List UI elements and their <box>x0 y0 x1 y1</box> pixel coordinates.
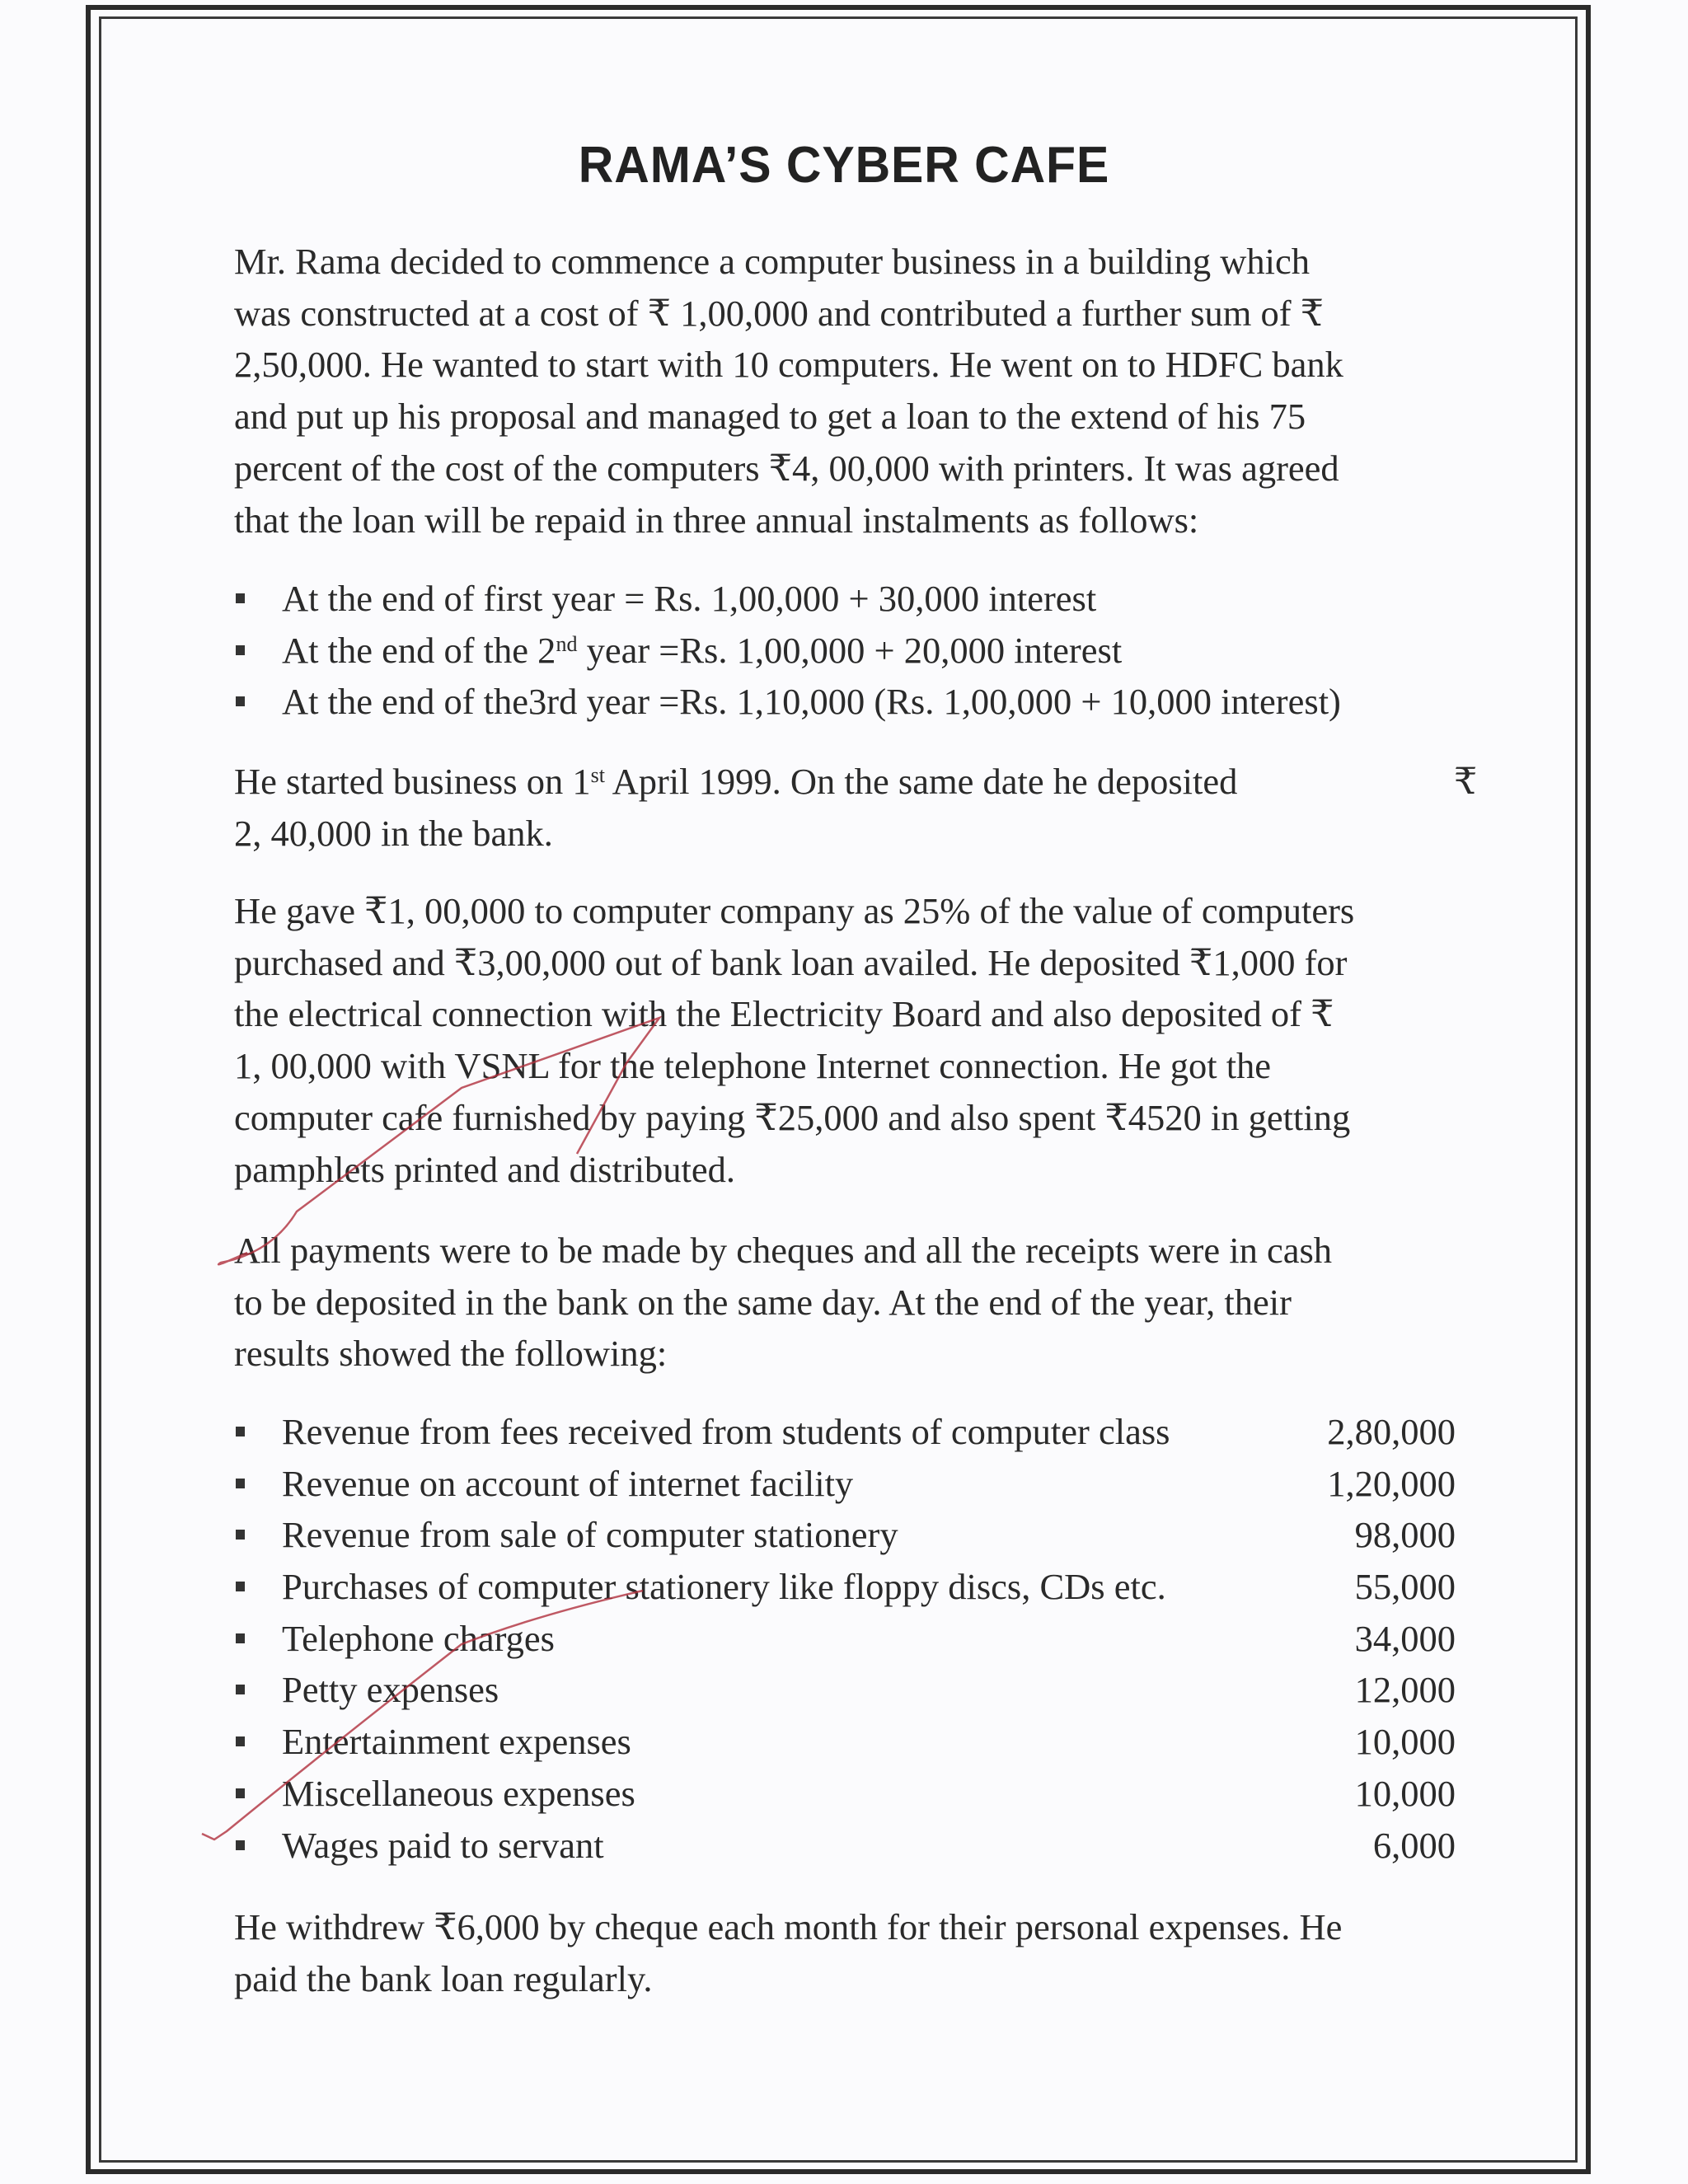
result-label: Revenue from sale of computer stationery <box>282 1514 898 1556</box>
text-line: 1, 00,000 with VSNL for the telephone Internet connection. He got the <box>234 1045 1272 1087</box>
text-line: He withdrew ₹6,000 by cheque each month for their personal expenses. He <box>234 1906 1343 1947</box>
bullet-icon <box>236 1530 245 1540</box>
result-label: Entertainment expenses <box>282 1721 631 1763</box>
result-label: Miscellaneous expenses <box>282 1772 635 1814</box>
bullet-icon <box>236 1840 245 1850</box>
bullet-icon <box>236 1633 245 1643</box>
results-intro-paragraph <box>234 1225 1487 1380</box>
ordinal-suffix: nd <box>556 631 578 656</box>
instalment-text: At the end of the 2 <box>282 629 556 671</box>
text-line: purchased and ₹3,00,000 out of bank loan availed. He deposited ₹1,000 for <box>234 941 1348 983</box>
result-label: Revenue from fees received from students of computer class <box>282 1411 1170 1452</box>
text-line: results showed the following: <box>234 1333 668 1375</box>
instalment-text: At the end of the3rd year =Rs. 1,10,000 (Rs. 1,00,000 + 10,000 interest) <box>282 681 1341 723</box>
result-label: Purchases of computer stationery like floppy discs, CDs etc. <box>282 1566 1166 1608</box>
result-label: Petty expenses <box>282 1669 499 1711</box>
text-line: was constructed at a cost of ₹ 1,00,000 and contributed a further sum of ₹ <box>234 292 1325 334</box>
bullet-icon <box>236 696 245 706</box>
text-line: the electrical connection with the Electricity Board and also deposited of ₹ <box>234 993 1334 1035</box>
result-label: Revenue on account of internet facility <box>282 1462 854 1504</box>
list-item <box>234 1406 1456 1458</box>
rupee-symbol: ₹ <box>1454 761 1478 802</box>
ordinal-suffix: st <box>590 763 605 787</box>
text-line: that the loan will be repaid in three annual instalments as follows: <box>234 499 1199 541</box>
list-item <box>234 625 1470 677</box>
list-item <box>234 1613 1456 1665</box>
text-line: All payments were to be made by cheques and all the receipts were in cash <box>234 1230 1333 1271</box>
text-line <box>234 756 1487 808</box>
text-span: He started business on 1 <box>234 761 591 802</box>
result-label: Wages paid to servant <box>282 1824 604 1866</box>
bullet-icon <box>236 1788 245 1798</box>
instalment-text: At the end of first year = Rs. 1,00,000 + 30,000 interest <box>282 578 1097 619</box>
list-item <box>234 676 1470 728</box>
result-amount: 6,000 <box>1372 1824 1456 1866</box>
result-amount: 12,000 <box>1354 1669 1456 1711</box>
bullet-icon <box>236 593 245 603</box>
text-line: to be deposited in the bank on the same day. At the end of the year, their <box>234 1281 1292 1323</box>
result-label: Telephone charges <box>282 1617 555 1659</box>
result-amount: 34,000 <box>1354 1617 1456 1659</box>
text-line: 2,50,000. He wanted to start with 10 computers. He went on to HDFC bank <box>234 344 1343 386</box>
text-line: 2, 40,000 in the bank. <box>234 812 553 854</box>
results-list <box>234 1406 1456 1871</box>
bullet-icon <box>236 1479 245 1488</box>
text-line: computer cafe furnished by paying ₹25,000 and also spent ₹4520 in getting <box>234 1096 1351 1138</box>
text-span: April 1999. On the same date he deposited <box>604 761 1238 802</box>
result-amount: 98,000 <box>1354 1514 1456 1556</box>
intro-paragraph <box>234 236 1487 546</box>
text-line: percent of the cost of the computers ₹4, 00,000 with printers. It was agreed <box>234 447 1339 489</box>
text-line: and put up his proposal and managed to get a loan to the extend of his 75 <box>234 396 1306 438</box>
list-item <box>234 1561 1456 1613</box>
list-item <box>234 1820 1456 1872</box>
bullet-icon <box>236 645 245 655</box>
list-item <box>234 573 1470 625</box>
list-item <box>234 1768 1456 1820</box>
text-line: pamphlets printed and distributed. <box>234 1148 736 1190</box>
document-title: RAMA’S CYBER CAFE <box>578 137 1110 194</box>
result-amount: 10,000 <box>1354 1772 1456 1814</box>
withdrawal-paragraph <box>234 1901 1487 2004</box>
list-item <box>234 1664 1456 1716</box>
list-item <box>234 1509 1456 1561</box>
result-amount: 2,80,000 <box>1327 1411 1456 1452</box>
payments-paragraph <box>234 885 1487 1195</box>
list-item <box>234 1458 1456 1510</box>
result-amount: 1,20,000 <box>1327 1462 1456 1504</box>
start-paragraph <box>234 756 1487 859</box>
result-amount: 10,000 <box>1354 1721 1456 1763</box>
bullet-icon <box>236 1685 245 1694</box>
bullet-icon <box>236 1582 245 1591</box>
text-line: paid the bank loan regularly. <box>234 1957 653 1999</box>
bullet-icon <box>236 1427 245 1436</box>
instalment-text: year =Rs. 1,00,000 + 20,000 interest <box>577 629 1123 671</box>
instalment-list <box>234 573 1470 728</box>
text-line: He gave ₹1, 00,000 to computer company as 25% of the value of computers <box>234 890 1355 931</box>
bullet-icon <box>236 1736 245 1746</box>
list-item <box>234 1716 1456 1768</box>
text-line: Mr. Rama decided to commence a computer business in a building which <box>234 241 1311 282</box>
result-amount: 55,000 <box>1354 1566 1456 1608</box>
